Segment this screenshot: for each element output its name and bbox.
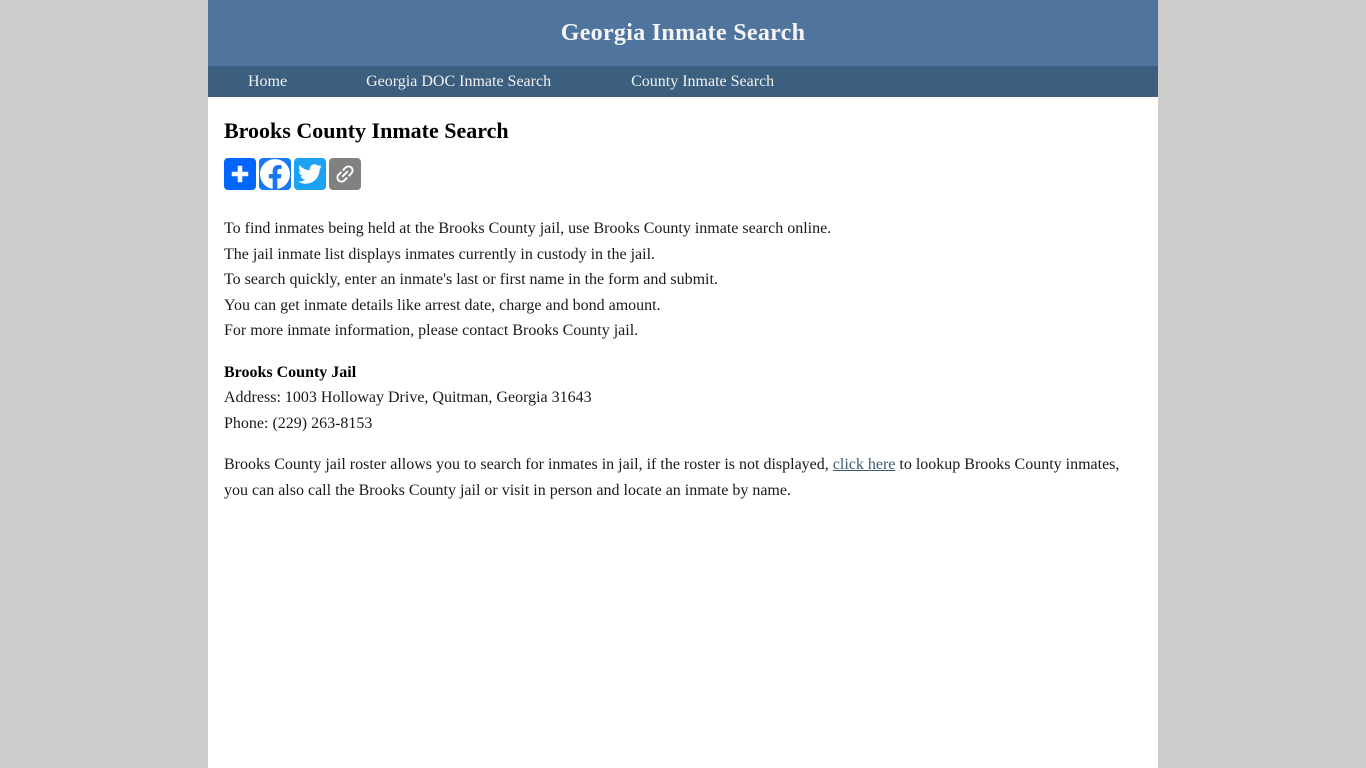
roster-paragraph [224,452,1142,503]
roster-text-before-link: Brooks County jail roster allows you to search for inmates in jail, if the roster is not displayed, [224,456,833,473]
share-buttons-row [224,158,1142,190]
twitter-icon [298,162,322,186]
jail-phone: Phone: (229) 263-8153 [224,414,373,432]
jail-name: Brooks County Jail [224,363,357,381]
main-nav [208,66,1158,97]
intro-line: To search quickly, enter an inmate's last or first name in the form and submit. [224,271,718,288]
main-content [208,118,1158,503]
share-button[interactable] [224,158,256,190]
nav-item-georgia-doc-inmate-search[interactable]: Georgia DOC Inmate Search [366,72,552,90]
nav-item-county-inmate-search[interactable]: County Inmate Search [631,72,775,90]
intro-line: You can get inmate details like arrest date, charge and bond amount. [224,296,661,314]
site-header [208,0,1158,66]
share-plus-icon [228,162,252,186]
twitter-share-button[interactable] [294,158,326,190]
intro-line: The jail inmate list displays inmates currently in custody in the jail. [224,245,656,263]
click-here-link[interactable]: click here [832,456,896,473]
page-container [208,0,1158,768]
intro-line: To find inmates being held at the Brooks County jail, use Brooks County inmate search online. [224,220,832,237]
intro-line: For more inmate information, please contact Brooks County jail. [224,322,639,339]
site-title: Georgia Inmate Search [560,19,806,46]
copy-link-share-button[interactable] [329,158,361,190]
page-title: Brooks County Inmate Search [224,118,509,143]
link-icon [333,162,357,186]
roster-text-after-link: to lookup Brooks County inmates, you can also call the Brooks County jail or visit in person and locate an inmate by name. [224,456,1120,499]
intro-paragraph [224,216,1142,344]
facebook-share-button[interactable] [259,158,291,190]
jail-info-paragraph [224,360,1142,437]
jail-address: Address: 1003 Holloway Drive, Quitman, Georgia 31643 [224,389,592,406]
nav-item-home[interactable]: Home [248,72,288,90]
facebook-icon [260,159,290,189]
